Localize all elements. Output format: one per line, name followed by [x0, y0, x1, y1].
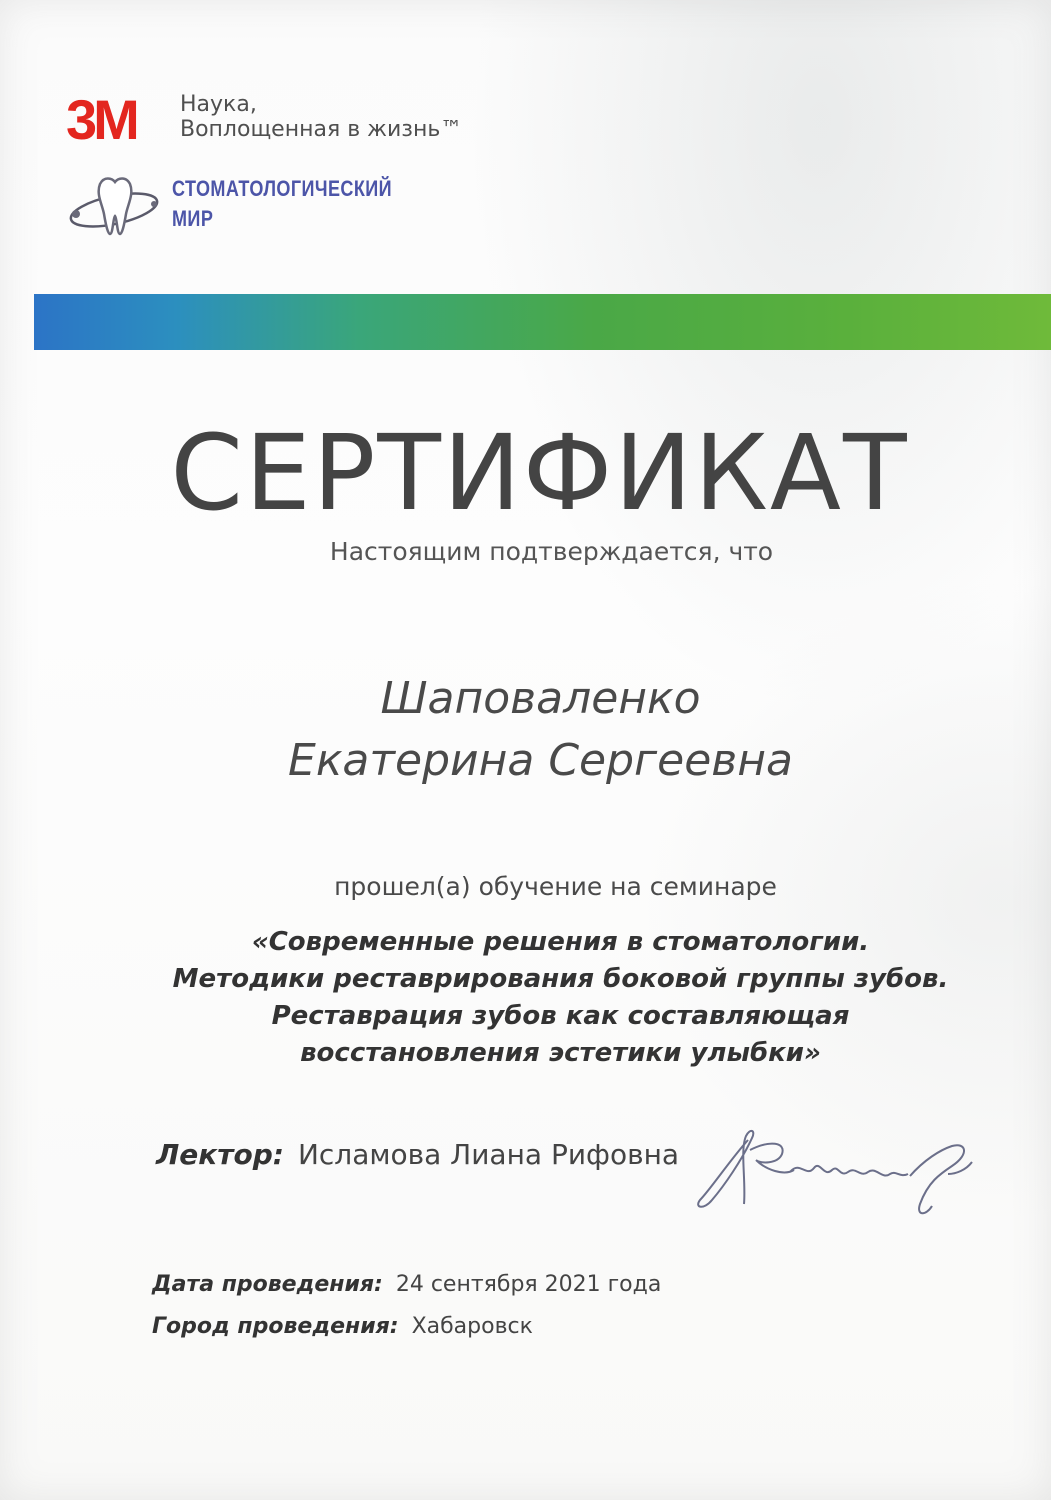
recipient-given-names: Екатерина Сергеевна — [288, 735, 793, 786]
passed-training-text: прошел(а) обучение на семинаре — [334, 872, 777, 901]
seminar-line: восстановления эстетики улыбки» — [300, 1038, 821, 1068]
seminar-line: «Современные решения в стоматологии. — [251, 927, 870, 957]
city-value: Хабаровск — [411, 1314, 533, 1339]
date-label: Дата проведения: — [152, 1272, 383, 1297]
recipient-surname: Шаповаленко — [380, 673, 701, 724]
brand-gradient-stripe — [34, 294, 1051, 350]
brand-tagline-line1: Наука, — [180, 92, 257, 117]
recipient-name — [0, 668, 1051, 792]
lector-name: Исламова Лиана Рифовна — [297, 1138, 680, 1171]
city-row — [152, 1314, 533, 1339]
date-value: 24 сентября 2021 года — [395, 1272, 662, 1297]
handwritten-signature — [690, 1120, 980, 1230]
partner-line1: СТОМАТОЛОГИЧЕСКИЙ — [172, 176, 393, 201]
seminar-title — [0, 924, 1051, 1072]
seminar-line: Реставрация зубов как составляющая — [271, 1001, 850, 1031]
partner-line2: МИР — [172, 206, 214, 231]
seminar-line: Методики реставрирования боковой группы зубов. — [172, 964, 949, 994]
certificate-title: СЕРТИФИКАТ — [170, 412, 909, 534]
lector-label: Лектор: — [156, 1138, 284, 1171]
city-label: Город проведения: — [152, 1314, 399, 1339]
confirmation-text: Настоящим подтверждается, что — [329, 537, 774, 566]
partner-logo-text — [172, 174, 392, 234]
tooth-orbit-icon — [66, 170, 164, 242]
date-row — [152, 1272, 661, 1297]
brand-tagline-line2: Воплощенная в жизнь™ — [180, 117, 463, 142]
brand-tagline — [180, 92, 462, 142]
brand-3m-logo: 3M — [66, 88, 136, 151]
lector-row — [156, 1138, 679, 1171]
